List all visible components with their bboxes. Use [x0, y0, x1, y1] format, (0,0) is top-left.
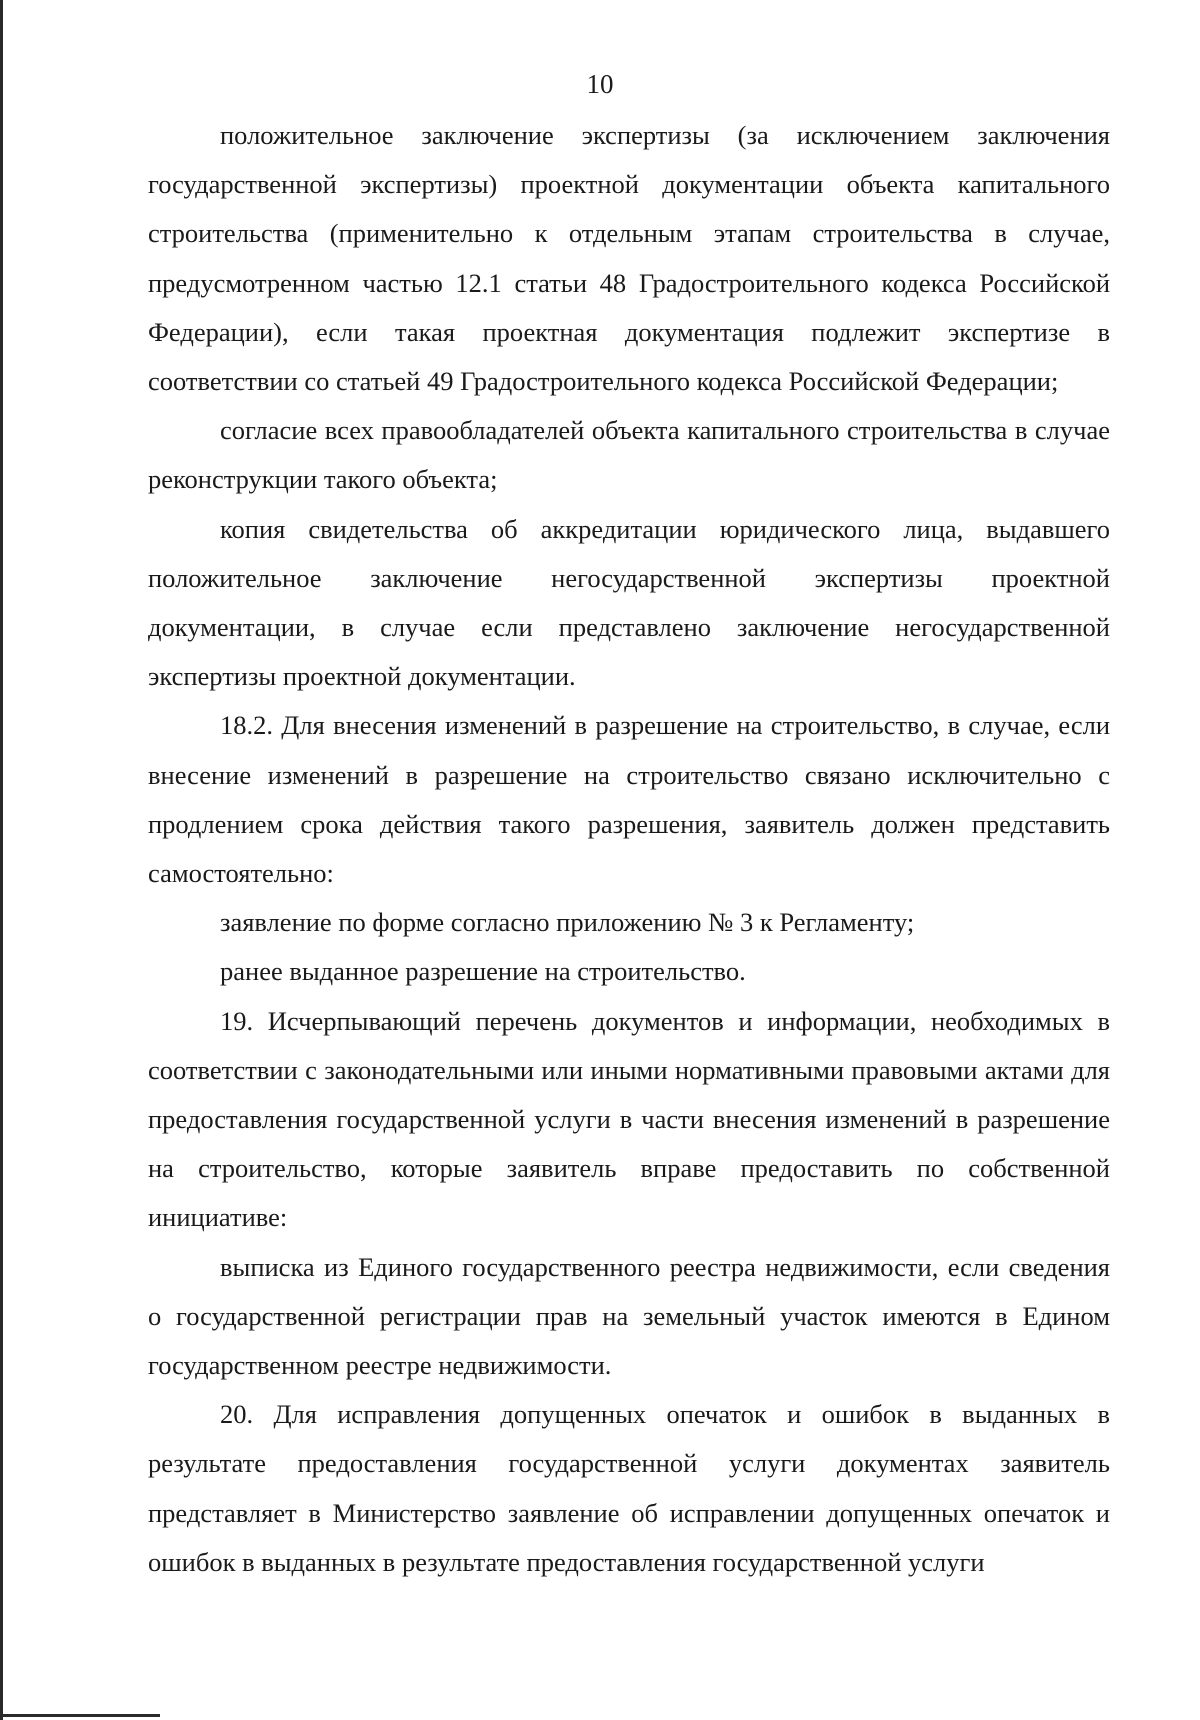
paragraph-owners-consent: согласие всех правообладателей объекта капитального строительства в случае реконструкции такого объекта;: [148, 415, 1110, 495]
paragraph-18-2: 18.2. Для внесения изменений в разрешение на строительство, в случае, если внесение изменений в разрешение на строительство связано исключительно с продлением срока действия такого разрешения, заявитель должен представить самостоятельно:: [148, 710, 1110, 889]
paragraph-previous-permit: ранее выданное разрешение на строительство.: [220, 956, 746, 987]
scan-bottom-edge: [0, 1714, 160, 1717]
paragraph-accreditation-copy: копия свидетельства об аккредитации юридического лица, выдавшего положительное заключение негосударственной экспертизы проектной документации, в случае если представлено заключение негосударственной экспертизы проектной документации.: [148, 513, 1110, 692]
paragraph-application-form: заявление по форме согласно приложению № 3 к Регламенту;: [220, 907, 915, 938]
paragraph-registry-extract: выписка из Единого государственного реестра недвижимости, если сведения о государственной регистрации прав на земельный участок имеются в Едином государственном реестре недвижимости.: [148, 1251, 1110, 1381]
document-body: [148, 111, 1110, 1587]
paragraph-expertise-conclusion: положительное заключение экспертизы (за исключением заключения государственной экспертизы) проектной документации объекта капитального строительства (применительно к отдельным этапам строительства в случае, предусмотренном частью 12.1 статьи 48 Градостроительного кодекса Российской Федерации), если такая проектная документация подлежит экспертизе в соответствии со статьей 49 Градостроительного кодекса Российской Федерации;: [148, 120, 1110, 397]
paragraph-19: 19. Исчерпывающий перечень документов и информации, необходимых в соответствии с законодательными или иными нормативными правовыми актами для предоставления государственной услуги в части внесения изменений в разрешение на строительство, которые заявитель вправе предоставить по собственной инициативе:: [148, 1005, 1110, 1233]
paragraph-20: 20. Для исправления допущенных опечаток и ошибок в выданных в результате предоставления государственной услуги документах заявитель представляет в Министерство заявление об исправлении допущенных опечаток и ошибок в выданных в результате предоставления государственной услуги: [148, 1399, 1110, 1577]
scan-left-edge: [0, 0, 3, 1720]
page-number: 10: [586, 69, 614, 99]
